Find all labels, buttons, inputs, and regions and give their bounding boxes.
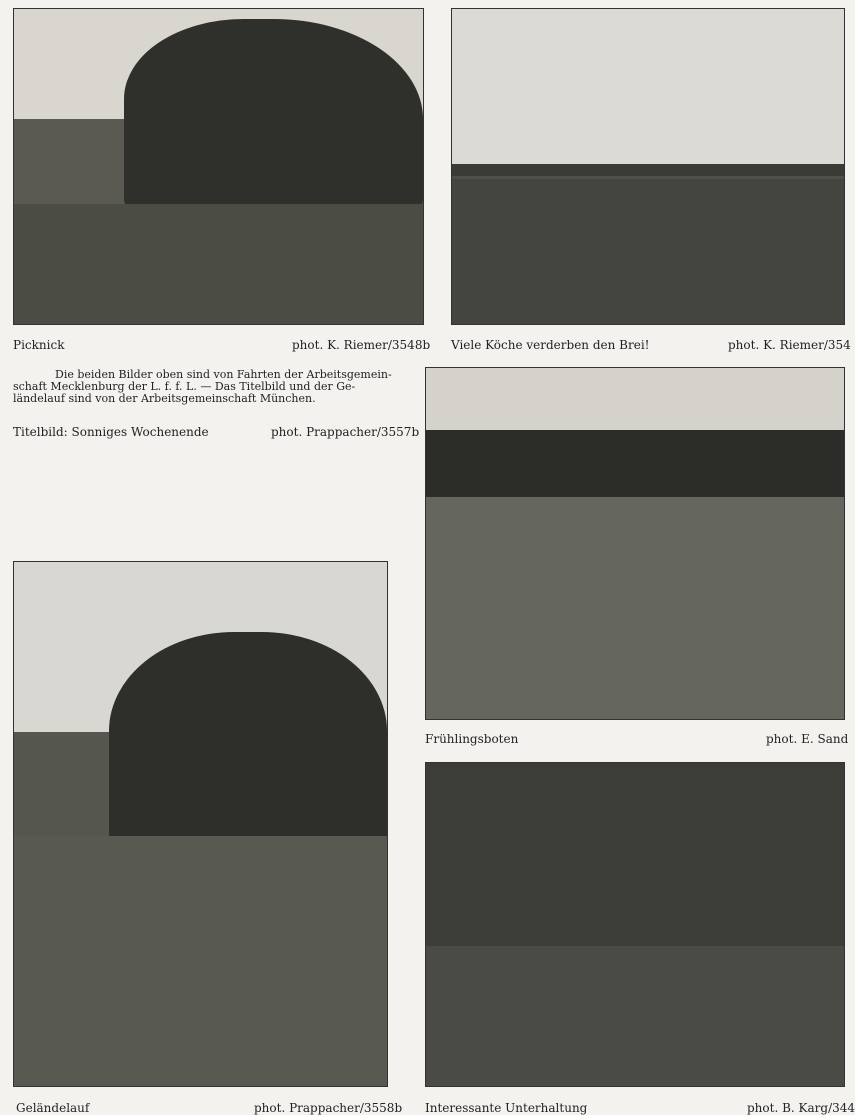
titelbild-label: Titelbild: Sonniges Wochenende: [13, 425, 209, 439]
titelbild-credit: phot. Prappacher/3557b: [271, 425, 420, 439]
caption-viele-koeche: Viele Köche verderben den Brei!: [451, 338, 650, 352]
credit-fruehlingsboten: phot. E. Sand: [766, 732, 849, 746]
caption-picknick: Picknick: [13, 338, 65, 352]
note-line-3: ländelauf sind von der Arbeitsgemeinschaft München.: [13, 392, 316, 405]
photo-interessante-unterhaltung: [425, 762, 845, 1087]
photo-gelaendelauf: [13, 561, 388, 1087]
note-line-2: schaft Mecklenburg der L. f. f. L. — Das Titelbild und der Ge-: [13, 380, 356, 393]
credit-interessante-unterhaltung: phot. B. Karg/344: [747, 1101, 855, 1115]
credit-gelaendelauf: phot. Prappacher/3558b: [254, 1101, 403, 1115]
caption-gelaendelauf: Geländelauf: [16, 1101, 90, 1115]
credit-picknick: phot. K. Riemer/3548b: [292, 338, 431, 352]
caption-fruehlingsboten: Frühlingsboten: [425, 732, 519, 746]
note-line-1: Die beiden Bilder oben sind von Fahrten der Arbeitsgemein-: [55, 368, 392, 381]
credit-viele-koeche: phot. K. Riemer/354: [728, 338, 851, 352]
note-text: [13, 369, 404, 405]
photo-picknick: [13, 8, 424, 325]
photo-viele-koeche: [451, 8, 845, 325]
photo-fruehlingsboten: [425, 367, 845, 720]
caption-interessante-unterhaltung: Interessante Unterhaltung: [425, 1101, 588, 1115]
